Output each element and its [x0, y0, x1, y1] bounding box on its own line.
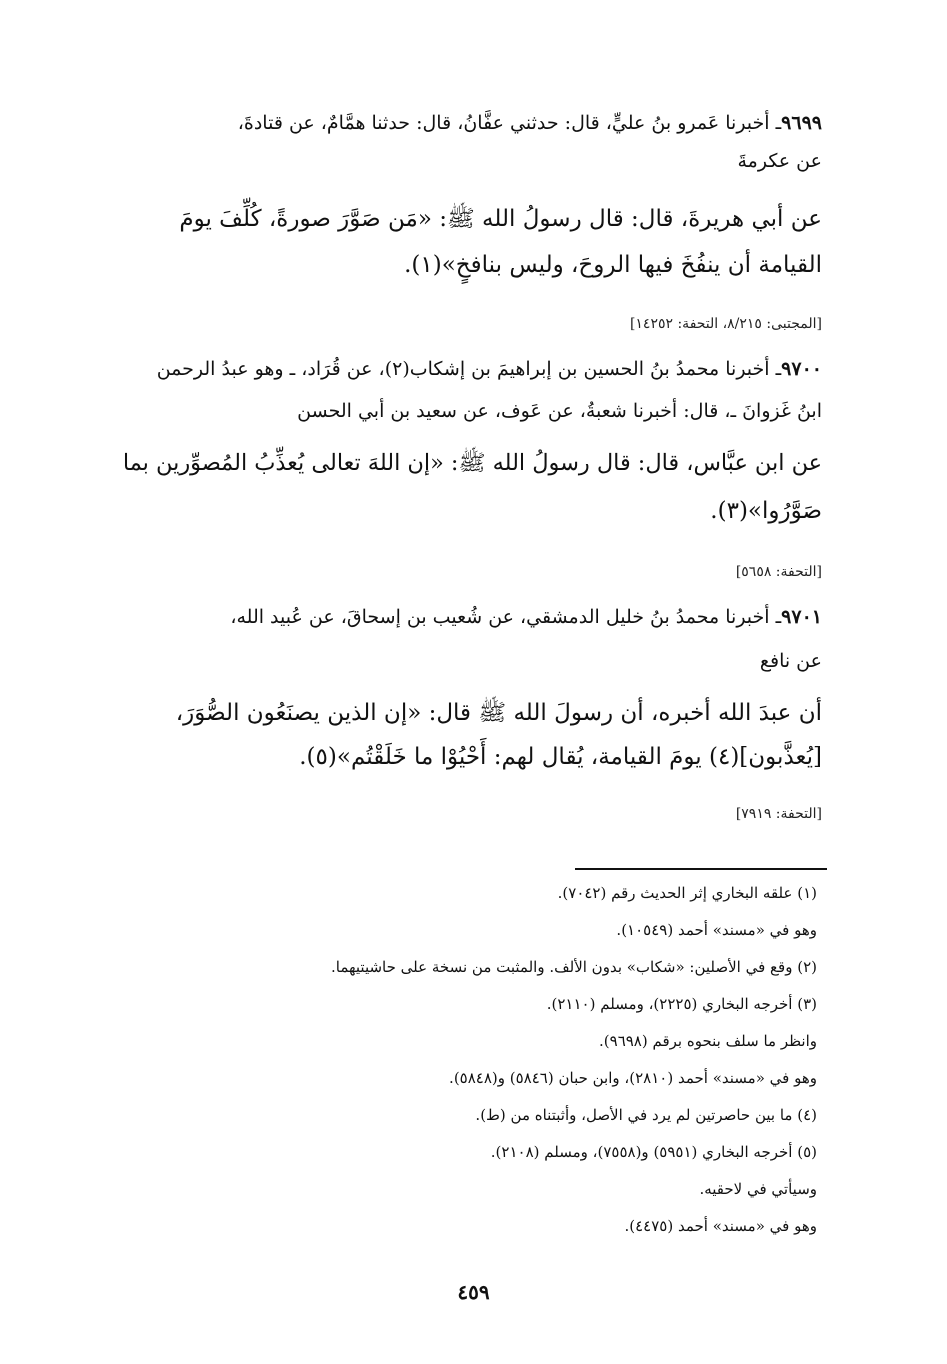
hadith-9700-chain-line-2: ابنُ غَزوانَ ـ، قال: أخبرنا شعبةُ، عن عَوف، عن سعيد بن أبي الحسن	[297, 400, 822, 422]
footnote-line: وسيأتي في لاحقيه.	[699, 1180, 817, 1198]
footnote-line: (٤) ما بين حاصرتين لم يرد في الأصل، وأثبتناه من (ط).	[475, 1106, 817, 1124]
hadith-9700-matn-line-1: عن ابن عبَّاس، قال: قال رسولُ الله ﷺ: «إن اللهَ تعالى يُعذِّبُ المُصوِّرين بما	[122, 450, 822, 476]
hadith-9701-matn-line-1: أن عبدَ الله أخبره، أن رسولَ الله ﷺ قال: «إن الذين يصنَعُون الصُّوَرَ،	[175, 700, 822, 726]
hadith-number: ٩٧٠٠	[781, 358, 822, 380]
chain-text: ـ أخبرنا محمدُ بنُ الحسين بن إبراهيمَ بن إشكاب(٢)، عن قُرَاد، ـ وهو عبدُ الرحمن	[156, 358, 782, 380]
footnote-line: وهو في «مسند» أحمد (٤٤٧٥).	[624, 1217, 817, 1235]
hadith-9700-chain-line-1	[157, 358, 822, 380]
footnote-line: (٣) أخرجه البخاري (٢٢٢٥)، ومسلم (٢١١٠).	[546, 995, 817, 1013]
hadith-number: ٩٧٠١	[781, 606, 822, 628]
hadith-9699-chain-line-1	[238, 112, 822, 134]
footnote-separator	[575, 868, 827, 870]
hadith-9699-matn-line-2: القيامة أن ينفُخَ فيها الروحَ، وليس بنافخٍ»(١).	[404, 252, 822, 278]
chain-text: ـ أخبرنا عَمرو بنُ عليٍّ، قال: حدثني عفَّانُ، قال: حدثنا همَّامٌ، عن قتادةَ،	[237, 112, 782, 134]
hadith-9699-matn-line-1: عن أبي هريرةَ، قال: قال رسولُ الله ﷺ: «مَن صَوَّرَ صورةً، كُلِّفَ يومَ	[179, 206, 822, 232]
footnote-line: (١) علقه البخاري إثر الحديث رقم (٧٠٤٢).	[557, 884, 817, 902]
hadith-9699-chain-line-2: عن عكرمةَ	[737, 150, 822, 172]
hadith-9700-matn-line-2: صَوَّرُوا»(٣).	[710, 498, 822, 524]
footnote-line: وهو في «مسند» أحمد (٢٨١٠)، وابن حبان (٥٨٤٦) و(٥٨٤٨).	[449, 1069, 817, 1087]
hadith-9701-reference: [التحفة: ٧٩١٩]	[735, 806, 822, 822]
footnote-line: وانظر ما سلف بنحوه برقم (٩٦٩٨).	[599, 1032, 817, 1050]
footnote-line: وهو في «مسند» أحمد (١٠٥٤٩).	[616, 921, 817, 939]
hadith-9701-matn-line-2: [يُعذَّبون](٤) يومَ القيامة، يُقال لهم: أَحْيُوْا ما خَلَقْتُم»(٥).	[299, 744, 822, 770]
hadith-9701-chain-line-2: عن نافع	[759, 650, 822, 672]
footnote-line: (٢) وقع في الأصلين: «شكاب» بدون الألف. والمثبت من نسخة على حاشيتيهما.	[330, 958, 817, 976]
hadith-9701-chain-line-1	[230, 606, 822, 628]
page-number: ٤٥٩	[457, 1280, 490, 1304]
hadith-number: ٩٦٩٩	[781, 112, 822, 134]
hadith-9699-reference: [المجتبى: ٨/٢١٥، التحفة: ١٤٢٥٢]	[629, 316, 822, 332]
hadith-9700-reference: [التحفة: ٥٦٥٨]	[735, 564, 822, 580]
chain-text: ـ أخبرنا محمدُ بنُ خليل الدمشقي، عن شُعيب بن إسحاقَ، عن عُبيد الله،	[230, 606, 782, 628]
footnote-line: (٥) أخرجه البخاري (٥٩٥١) و(٧٥٥٨)، ومسلم (٢١٠٨).	[490, 1143, 817, 1161]
